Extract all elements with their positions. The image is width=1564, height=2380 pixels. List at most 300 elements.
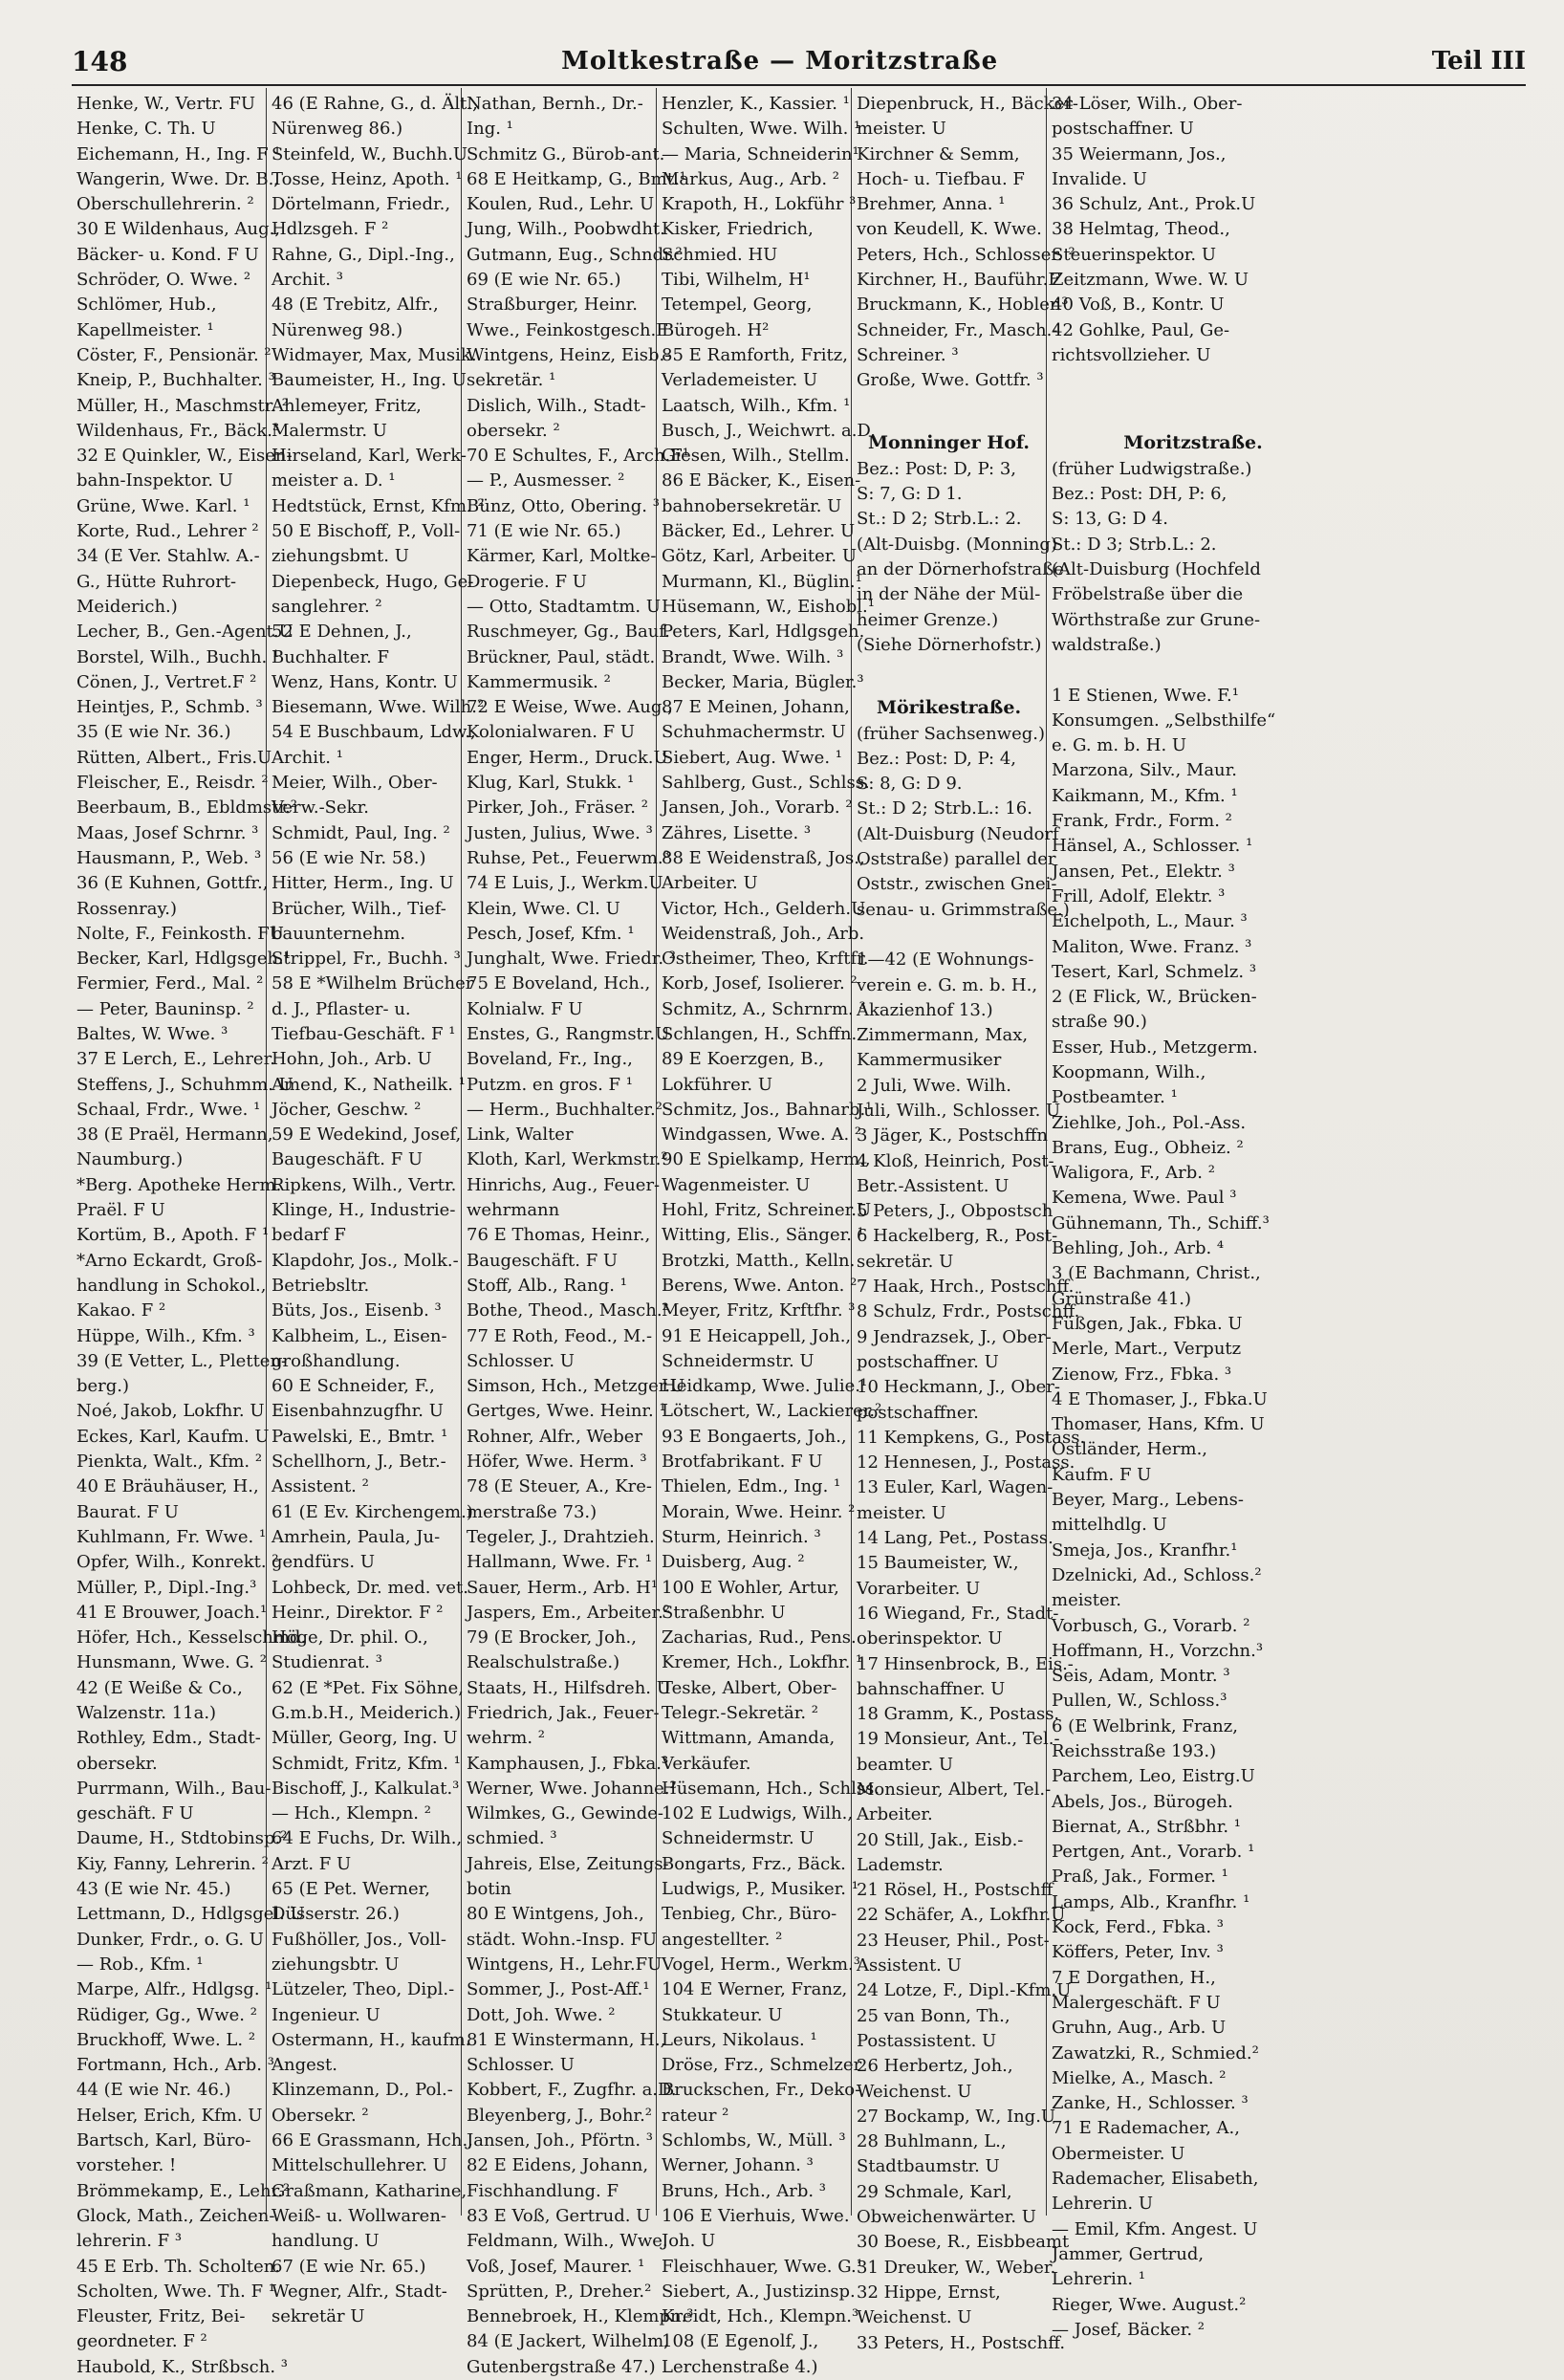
directory-entry: Krapoth, H., Lokführ ³ bbox=[662, 194, 857, 215]
directory-entry: Baumeister, H., Ing. U bbox=[272, 370, 467, 391]
directory-entry: Walzenstr. 11a.) bbox=[76, 1703, 217, 1723]
directory-entry: G.m.b.H., Meiderich.) bbox=[272, 1703, 462, 1723]
directory-entry: Baurat. F U bbox=[76, 1501, 179, 1522]
directory-entry: 66 E Grassmann, Hch., bbox=[272, 2130, 473, 2151]
directory-entry: Baugeschäft. F U bbox=[467, 1250, 619, 1271]
directory-entry: Schmitz, Jos., Bahnarb.¹ bbox=[662, 1099, 873, 1120]
directory-entry: Lamps, Alb., Kranfhr. ¹ bbox=[1052, 1891, 1250, 1912]
directory-entry: 42 Gohlke, Paul, Ge- bbox=[1052, 319, 1230, 340]
directory-entry: bahn-Inspektor. U bbox=[76, 470, 233, 491]
directory-entry: Kammermusiker bbox=[857, 1050, 1002, 1071]
directory-entry: Klinzemann, D., Pol.- bbox=[272, 2080, 453, 2101]
directory-entry: Pienkta, Walt., Kfm. ² bbox=[76, 1452, 263, 1473]
directory-entry: Weidenstraß, Joh., Arb. bbox=[662, 923, 865, 944]
directory-entry: Tegeler, J., Drahtzieh. bbox=[467, 1526, 655, 1547]
directory-entry: Höge, Dr. phil. O., bbox=[272, 1627, 428, 1649]
directory-entry: Meier, Wilh., Ober- bbox=[272, 773, 438, 794]
directory-entry: Eckes, Karl, Kaufm. U bbox=[76, 1426, 270, 1447]
directory-entry: 82 E Eidens, Johann, bbox=[467, 2155, 649, 2176]
directory-entry: 40 E Bräuhäuser, H., bbox=[76, 1476, 259, 1497]
directory-entry: Zimmermann, Max, bbox=[857, 1025, 1029, 1046]
directory-entry: bahnobersekretär. U bbox=[662, 495, 842, 516]
directory-entry: Kemena, Wwe. Paul ³ bbox=[1052, 1188, 1237, 1209]
directory-entry: Schulten, Wwe. Wilh. ¹ bbox=[662, 119, 861, 140]
directory-entry: Dislich, Wilh., Stadt- bbox=[467, 395, 646, 416]
directory-entry: Henke, W., Vertr. FU bbox=[76, 94, 256, 114]
directory-entry: Amrhein, Paula, Ju- bbox=[272, 1526, 441, 1547]
directory-entry: Kortüm, B., Apoth. F ¹ bbox=[76, 1225, 270, 1246]
directory-entry: Beerbaum, B., Ebldmstr.² bbox=[76, 797, 297, 819]
directory-entry: Große, Wwe. Gottfr. ³ bbox=[857, 370, 1044, 391]
directory-entry: Sommer, J., Post-Aff.¹ bbox=[467, 1979, 650, 2000]
directory-entry: Bünz, Otto, Obering. ³ bbox=[467, 495, 660, 516]
directory-entry: Dzelnicki, Ad., Schloss.² bbox=[1052, 1564, 1262, 1585]
directory-entry: Siebert, A., Justizinsp. bbox=[662, 2281, 856, 2302]
directory-entry: Zanke, H., Schlosser. ³ bbox=[1052, 2093, 1249, 2114]
directory-entry: Diepenbeck, Hugo, Ge- bbox=[272, 571, 474, 592]
column-5 bbox=[852, 88, 1086, 2353]
directory-entry: Ruhse, Pet., Feuerwm.³ bbox=[467, 847, 670, 868]
directory-entry: 67 (E wie Nr. 65.) bbox=[272, 2256, 426, 2277]
column-2 bbox=[267, 88, 485, 2327]
directory-entry: Rothley, Edm., Stadt- bbox=[76, 1728, 261, 1749]
directory-entry: 61 (E Ev. Kirchengem.) bbox=[272, 1501, 473, 1522]
directory-entry: e. G. m. b. H. U bbox=[1052, 735, 1187, 756]
directory-entry: Friedrich, Jak., Feuer- bbox=[467, 1703, 660, 1723]
directory-entry: Zienow, Frz., Fbka. ³ bbox=[1052, 1364, 1232, 1385]
directory-entry: Korte, Rud., Lehrer ² bbox=[76, 521, 259, 542]
directory-entry: Berens, Wwe. Anton. ² bbox=[662, 1275, 858, 1296]
directory-entry: 41 E Brouwer, Joach.¹ bbox=[76, 1602, 268, 1623]
directory-entry: 50 E Bischoff, P., Voll- bbox=[272, 521, 461, 542]
column-4 bbox=[657, 88, 882, 2377]
directory-entry: Müller, Georg, Ing. U bbox=[272, 1728, 458, 1749]
directory-entry: 32 Hippe, Ernst, bbox=[857, 2282, 1001, 2303]
directory-entry: meister. U bbox=[857, 119, 946, 140]
directory-entry: Schellhorn, J., Betr.- bbox=[272, 1452, 446, 1473]
directory-entry: Sahlberg, Gust., Schlss. bbox=[662, 773, 870, 794]
directory-entry: 23 Heuser, Phil., Post- bbox=[857, 1930, 1050, 1951]
directory-entry: 9 Jendrazsek, J., Ober- bbox=[857, 1326, 1052, 1347]
directory-entry: 90 E Spielkamp, Herm., bbox=[662, 1149, 871, 1170]
directory-entry: Strippel, Fr., Buchh. ³ bbox=[272, 949, 461, 970]
directory-entry: Teske, Albert, Ober- bbox=[662, 1677, 837, 1698]
directory-entry: Bruns, Hch., Arb. ³ bbox=[662, 2180, 827, 2201]
directory-entry: Weichenst. U bbox=[857, 2081, 972, 2102]
directory-entry: Esser, Hub., Metzgerm. bbox=[1052, 1037, 1258, 1058]
directory-entry: Verlademeister. U bbox=[662, 370, 818, 391]
directory-entry: Hüsemann, W., Eishobl.¹ bbox=[662, 596, 875, 617]
directory-entry: Kloth, Karl, Werkmstr.² bbox=[467, 1149, 668, 1170]
directory-entry: 14 Lang, Pet., Postass. bbox=[857, 1528, 1054, 1549]
directory-entry: Jaspers, Em., Arbeiter.² bbox=[467, 1602, 671, 1623]
directory-entry: Peters, Karl, Hdlgsgeh. bbox=[662, 622, 865, 643]
directory-entry bbox=[857, 923, 1041, 948]
directory-entry: (Alt-Duisbg. (Monning) bbox=[857, 534, 1057, 555]
directory-entry: St.: D 2; Strb.L.: 2. bbox=[857, 509, 1022, 530]
directory-entry: Lokführer. U bbox=[662, 1074, 773, 1095]
directory-entry: Kamphausen, J., Fbka.³ bbox=[467, 1753, 669, 1774]
directory-entry: St.: D 3; Strb.L.: 2. bbox=[1052, 534, 1217, 555]
directory-entry: meister. bbox=[1052, 1590, 1121, 1611]
directory-entry: Kirchner & Semm, bbox=[857, 143, 1020, 164]
directory-entry: 38 Helmtag, Theod., bbox=[1052, 219, 1230, 240]
directory-entry: Steuerinspektor. U bbox=[1052, 244, 1217, 265]
directory-entry: Bürogeh. H² bbox=[662, 319, 770, 340]
page-header bbox=[72, 38, 1526, 86]
directory-entry: Assistent. U bbox=[857, 1955, 962, 1976]
directory-entry: Hoch- u. Tiefbau. F bbox=[857, 168, 1025, 189]
entry-columns bbox=[72, 88, 1534, 2377]
directory-entry: Akazienhof 13.) bbox=[857, 999, 993, 1020]
directory-entry: Eisenbahnzugfhr. U bbox=[272, 1401, 444, 1422]
directory-entry: Brückner, Paul, städt. bbox=[467, 646, 656, 667]
directory-entry: Koulen, Rud., Lehr. U bbox=[467, 194, 655, 215]
directory-entry: Mittelschullehrer. U bbox=[272, 2155, 447, 2176]
directory-entry: Postbeamter. ¹ bbox=[1052, 1087, 1178, 1108]
directory-entry: Realschulstraße.) bbox=[467, 1652, 620, 1673]
directory-entry: Hirseland, Karl, Werk- bbox=[272, 446, 467, 467]
directory-entry bbox=[1052, 368, 1335, 393]
directory-entry: Brücher, Wilh., Tief- bbox=[272, 898, 446, 919]
directory-entry: Opfer, Wilh., Konrekt. ² bbox=[76, 1552, 279, 1573]
directory-entry: Staats, H., Hilfsdreh. U bbox=[467, 1677, 671, 1698]
directory-entry: Rahne, G., Dipl.-Ing., bbox=[272, 244, 455, 265]
directory-entry: wehrmann bbox=[467, 1200, 560, 1221]
directory-entry: Amend, K., Natheilk. ¹ bbox=[272, 1074, 466, 1095]
directory-entry: Koopmann, Wilh., bbox=[1052, 1061, 1206, 1082]
directory-entry: botin bbox=[467, 1879, 511, 1900]
directory-entry: Sprütten, P., Dreher.² bbox=[467, 2281, 652, 2302]
directory-entry: heimer Grenze.) bbox=[857, 609, 999, 630]
directory-entry: Lecher, B., Gen.-Agent.U bbox=[76, 622, 293, 643]
directory-entry: Dott, Joh. Wwe. ² bbox=[467, 2004, 616, 2025]
directory-entry: Fleischer, E., Reisdr. ² bbox=[76, 773, 269, 794]
directory-entry: (früher Ludwigstraße.) bbox=[1052, 458, 1252, 479]
directory-entry: Wittmann, Amanda, bbox=[662, 1728, 836, 1749]
directory-entry: Kuhlmann, Fr. Wwe. ¹ bbox=[76, 1526, 267, 1547]
directory-entry: Wintgens, Heinz, Eisb.- bbox=[467, 344, 671, 365]
directory-entry: Kneip, P., Buchhalter. ³ bbox=[76, 370, 275, 391]
directory-entry: 100 E Wohler, Artur, bbox=[662, 1577, 839, 1598]
directory-entry: Cöster, F., Pensionär. ² bbox=[76, 344, 272, 365]
directory-entry: Jung, Wilh., Poobwdht. bbox=[467, 219, 665, 240]
directory-entry: (Alt-Duisburg (Neudorf bbox=[857, 823, 1059, 844]
directory-entry: Jansen, Pet., Elektr. ³ bbox=[1052, 861, 1235, 882]
directory-entry: Fleischhauer, Wwe. G.¹ bbox=[662, 2256, 863, 2277]
directory-entry: 1—42 (E Wohnungs- bbox=[857, 950, 1034, 971]
directory-entry: — Maria, Schneiderin¹ bbox=[662, 143, 859, 164]
directory-entry: Straßburger, Heinr. bbox=[467, 295, 638, 316]
directory-entry: Fußhöller, Jos., Voll- bbox=[272, 1929, 447, 1950]
directory-entry: 26 Herbertz, Joh., bbox=[857, 2056, 1013, 2077]
directory-entry: bahnschaffner. U bbox=[857, 1678, 1006, 1699]
directory-entry: 88 E Weidenstraß, Jos., bbox=[662, 847, 865, 868]
directory-entry: Stadtbaumstr. U bbox=[857, 2156, 1000, 2177]
directory-entry: Werner, Wwe. Johanne.² bbox=[467, 1778, 677, 1799]
directory-entry: 71 E Rademacher, A., bbox=[1052, 2118, 1240, 2139]
directory-entry: Lettmann, D., Hdlgsgel. U bbox=[76, 1904, 305, 1925]
directory-entry: Baugeschäft. F U bbox=[272, 1149, 424, 1170]
directory-entry: 52 E Dehnen, J., bbox=[272, 622, 412, 643]
directory-entry: Boveland, Fr., Ing., bbox=[467, 1049, 633, 1070]
directory-entry: Thielen, Edm., Ing. ¹ bbox=[662, 1476, 841, 1497]
directory-entry: Sturm, Heinrich. ³ bbox=[662, 1526, 821, 1547]
directory-entry: Malergeschäft. F U bbox=[1052, 1992, 1221, 2013]
directory-entry: Bez.: Post: DH, P: 6, bbox=[1052, 484, 1227, 505]
directory-entry: Ostheimer, Theo, Krftfr. bbox=[662, 949, 869, 970]
directory-entry: 3 Jäger, K., Postschffn bbox=[857, 1125, 1048, 1146]
directory-entry: Grüne, Wwe. Karl. ¹ bbox=[76, 495, 250, 516]
directory-entry: obersekr. ² bbox=[467, 420, 560, 441]
directory-entry: Helser, Erich, Kfm. U bbox=[76, 2105, 263, 2126]
directory-entry: Wörthstraße zur Grune- bbox=[1052, 609, 1261, 630]
directory-entry: 24 Lotze, F., Dipl.-Kfm.U bbox=[857, 1980, 1072, 2001]
directory-entry: 72 E Weise, Wwe. Aug., bbox=[467, 697, 673, 718]
directory-entry: Mielke, A., Masch. ² bbox=[1052, 2067, 1227, 2088]
directory-entry: Gruhn, Aug., Arb. U bbox=[1052, 2018, 1227, 2039]
directory-entry: Leurs, Nikolaus. ¹ bbox=[662, 2029, 817, 2050]
directory-entry: 104 E Werner, Franz, bbox=[662, 1979, 848, 2000]
directory-entry: 64 E Fuchs, Dr. Wilh., bbox=[272, 1828, 463, 1849]
directory-entry: Feldmann, Wilh., Wwe. bbox=[467, 2231, 668, 2252]
directory-entry: oberinspektor. U bbox=[857, 1628, 1003, 1649]
directory-entry: 83 E Voß, Gertrud. U bbox=[467, 2205, 651, 2226]
street-heading: Mörikestraße. bbox=[876, 696, 1022, 718]
directory-entry: Kolonialwaren. F U bbox=[467, 722, 636, 743]
directory-entry: Fröbelstraße über die bbox=[1052, 584, 1244, 605]
directory-entry: — Josef, Bäcker. ² bbox=[1052, 2319, 1206, 2340]
directory-entry: Höfer, Wwe. Herm. ³ bbox=[467, 1452, 647, 1473]
directory-entry: Tenbieg, Chr., Büro- bbox=[662, 1904, 837, 1925]
directory-entry: Reichsstraße 193.) bbox=[1052, 1741, 1217, 1761]
directory-entry: Hdlzsgeh. F ² bbox=[272, 219, 389, 240]
directory-entry: Schneidermstr. U bbox=[662, 1350, 815, 1371]
directory-entry: Bruckmann, K., Hobler.³ bbox=[857, 295, 1069, 316]
directory-entry: Zähres, Lisette. ³ bbox=[662, 822, 812, 843]
directory-entry: 36 Schulz, Ant., Prok.U bbox=[1052, 194, 1256, 215]
directory-entry: Tesert, Karl, Schmelz. ³ bbox=[1052, 961, 1257, 982]
directory-entry: 22 Schäfer, A., Lokfhr.U bbox=[857, 1905, 1066, 1926]
directory-entry: Wildenhaus, Fr., Bäck.³ bbox=[76, 420, 280, 441]
directory-entry: Schmidt, Fritz, Kfm. ¹ bbox=[272, 1753, 461, 1774]
directory-entry: Behling, Joh., Arb. ⁴ bbox=[1052, 1238, 1225, 1259]
directory-entry: Diepenbruck, H., Bäcker- bbox=[857, 94, 1078, 114]
directory-entry: — Herm., Buchhalter.² bbox=[467, 1099, 663, 1120]
directory-entry: Kaufm. F U bbox=[1052, 1464, 1152, 1485]
directory-entry: G., Hütte Ruhrort- bbox=[76, 571, 237, 592]
directory-entry: Arzt. F U bbox=[272, 1853, 352, 1874]
directory-entry: Pullen, W., Schloss.³ bbox=[1052, 1691, 1227, 1712]
directory-entry: Duisberg, Aug. ² bbox=[662, 1552, 805, 1573]
directory-entry: angestellter. ² bbox=[662, 1929, 783, 1950]
directory-entry: 16 Wiegand, Fr., Stadt- bbox=[857, 1603, 1059, 1624]
directory-entry: 58 E *Wilhelm Brücher bbox=[272, 973, 474, 994]
page-title: Moltkestraße — Moritzstraße bbox=[561, 47, 999, 76]
directory-entry: Angest. bbox=[272, 2055, 337, 2076]
directory-entry: 102 E Ludwigs, Wilh., bbox=[662, 1803, 854, 1824]
directory-entry: 81 E Winstermann, H., bbox=[467, 2029, 666, 2050]
directory-entry: postschaffner. U bbox=[857, 1351, 999, 1372]
directory-entry: Gutmann, Eug., Schndr.² bbox=[467, 244, 683, 265]
directory-entry: Henzler, K., Kassier. ¹ bbox=[662, 94, 850, 114]
directory-entry: 8 Schulz, Frdr., Postschff. bbox=[857, 1301, 1080, 1322]
directory-entry: 87 E Meinen, Johann, bbox=[662, 697, 850, 718]
directory-entry: großhandlung. bbox=[272, 1350, 401, 1371]
directory-entry: Pirker, Joh., Fräser. ² bbox=[467, 797, 648, 819]
directory-entry: Praß, Jak., Former. ¹ bbox=[1052, 1867, 1228, 1888]
directory-entry: Kirchner, H., Bauführ.F bbox=[857, 270, 1060, 291]
directory-entry: 13 Euler, Karl, Wagen- bbox=[857, 1477, 1054, 1498]
directory-entry: — Emil, Kfm. Angest. U bbox=[1052, 2218, 1258, 2239]
directory-entry: Becker, Maria, Bügler.³ bbox=[662, 671, 864, 692]
directory-entry: Vorarbeiter. U bbox=[857, 1578, 981, 1599]
street-heading: Moritzstraße. bbox=[1123, 431, 1263, 453]
directory-entry: 19 Monsieur, Ant., Tel.- bbox=[857, 1729, 1060, 1750]
directory-entry: ziehungsbtr. U bbox=[272, 1954, 400, 1975]
directory-entry: Jansen, Joh., Vorarb. ² bbox=[662, 797, 853, 819]
directory-entry: 4 Kloß, Heinrich, Post- bbox=[857, 1150, 1054, 1171]
directory-entry: 60 E Schneider, F., bbox=[272, 1376, 435, 1397]
directory-entry: in der Nähe der Mül- bbox=[857, 584, 1041, 605]
directory-entry: meister a. D. ¹ bbox=[272, 470, 396, 491]
directory-entry: Rieger, Wwe. August.² bbox=[1052, 2294, 1247, 2315]
directory-entry: Markus, Aug., Arb. ² bbox=[662, 168, 840, 189]
directory-entry: Enger, Herm., Druck.U bbox=[467, 747, 668, 768]
directory-entry: Schaal, Frdr., Wwe. ¹ bbox=[76, 1099, 261, 1120]
directory-entry: Düsserstr. 26.) bbox=[272, 1904, 400, 1925]
directory-entry: wehrm. ² bbox=[467, 1728, 545, 1749]
directory-entry: handlung. U bbox=[272, 2231, 380, 2252]
directory-entry: Jansen, Joh., Pförtn. ³ bbox=[467, 2130, 653, 2151]
directory-entry: Brehmer, Anna. ¹ bbox=[857, 194, 1006, 215]
directory-entry: 29 Schmale, Karl, bbox=[857, 2181, 1012, 2202]
directory-entry: Arbeiter. U bbox=[662, 873, 758, 894]
directory-entry: rateur ² bbox=[662, 2105, 729, 2126]
directory-entry: Zeitzmann, Wwe. W. U bbox=[1052, 270, 1249, 291]
directory-entry: Jöcher, Geschw. ² bbox=[272, 1099, 422, 1120]
street-heading: Monninger Hof. bbox=[867, 431, 1031, 453]
directory-entry: Wintgens, H., Lehr.FU bbox=[467, 1954, 663, 1975]
directory-entry: waldstraße.) bbox=[1052, 634, 1162, 655]
directory-entry: 33 Peters, H., Postschff. bbox=[857, 2332, 1066, 2353]
directory-entry: Bez.: Post: D, P: 4, bbox=[857, 748, 1017, 769]
directory-entry: Kreidt, Hch., Klempn.³ bbox=[662, 2306, 859, 2327]
directory-entry: Simson, Hch., Metzger.U bbox=[467, 1376, 685, 1397]
directory-entry: Peters, Hch., Schlosser. ² bbox=[857, 244, 1075, 265]
directory-entry: städt. Wohn.-Insp. FU bbox=[467, 1929, 658, 1950]
directory-entry: 21 Rösel, H., Postschff bbox=[857, 1880, 1054, 1901]
directory-entry: Windgassen, Wwe. A. ² bbox=[662, 1124, 862, 1146]
directory-entry: meister. U bbox=[857, 1502, 946, 1523]
directory-entry: Fischhandlung. F bbox=[467, 2180, 619, 2201]
directory-entry: Schneidermstr. U bbox=[662, 1828, 815, 1849]
directory-entry bbox=[1052, 658, 1335, 683]
directory-entry: Bruckschen, Fr., Deko- bbox=[662, 2080, 861, 2101]
directory-entry: Praël. F U bbox=[76, 1200, 165, 1221]
directory-entry: 40 Voß, B., Kontr. U bbox=[1052, 295, 1225, 316]
directory-entry: 65 (E Pet. Werner, bbox=[272, 1879, 431, 1900]
directory-entry: — Peter, Bauninsp. ² bbox=[76, 998, 254, 1019]
directory-entry: Wilmkes, G., Gewinde- bbox=[467, 1803, 663, 1824]
directory-entry: 2 (E Flick, W., Brücken- bbox=[1052, 987, 1257, 1008]
directory-entry: Dunker, Frdr., o. G. U bbox=[76, 1929, 264, 1950]
directory-entry: Rossenray.) bbox=[76, 898, 177, 919]
directory-entry: handlung in Schokol., bbox=[76, 1275, 267, 1296]
directory-entry: 93 E Bongaerts, Joh., bbox=[662, 1426, 847, 1447]
directory-entry: Weichenst. U bbox=[857, 2307, 972, 2328]
directory-entry: Bongarts, Frz., Bäck. bbox=[662, 1853, 846, 1874]
directory-entry: 39 (E Vetter, L., Pletten- bbox=[76, 1350, 288, 1371]
directory-entry: Bez.: Post: D, P: 3, bbox=[857, 458, 1017, 479]
directory-entry: — Hch., Klempn. ² bbox=[272, 1803, 431, 1824]
directory-entry: Heidkamp, Wwe. Julie.¹ bbox=[662, 1376, 868, 1397]
directory-entry: Parchem, Leo, Eistrg.U bbox=[1052, 1766, 1255, 1787]
directory-entry: Studienrat. ³ bbox=[272, 1652, 382, 1673]
directory-entry: Hoffmann, H., Vorzchn.³ bbox=[1052, 1640, 1264, 1661]
directory-entry: sanglehrer. ² bbox=[272, 596, 382, 617]
directory-entry: lehrerin. F ³ bbox=[76, 2231, 183, 2252]
directory-entry: Kolnialw. F U bbox=[467, 998, 583, 1019]
directory-entry: Ziehlke, Joh., Pol.-Ass. bbox=[1052, 1112, 1247, 1133]
directory-entry: Link, Walter bbox=[467, 1124, 574, 1146]
directory-entry: Klug, Karl, Stukk. ¹ bbox=[467, 773, 635, 794]
directory-entry: 31 Dreuker, W., Weber. bbox=[857, 2257, 1056, 2278]
directory-entry: mittelhdlg. U bbox=[1052, 1515, 1167, 1536]
directory-entry: Naumburg.) bbox=[76, 1149, 184, 1170]
directory-entry: vorsteher. ! bbox=[76, 2155, 177, 2176]
directory-entry: Siebert, Aug. Wwe. ¹ bbox=[662, 747, 842, 768]
directory-entry: Höfer, Hch., Kesselschmd. bbox=[76, 1627, 307, 1649]
directory-entry: Schlömer, Hub., bbox=[76, 295, 217, 316]
directory-entry: Noé, Jakob, Lokfhr. U bbox=[76, 1401, 265, 1422]
directory-entry: Kalbheim, L., Eisen- bbox=[272, 1325, 447, 1346]
page-number: 148 bbox=[72, 45, 128, 77]
directory-entry: Hohn, Joh., Arb. U bbox=[272, 1049, 432, 1070]
directory-entry: Malermstr. U bbox=[272, 420, 387, 441]
directory-entry: Tosse, Heinz, Apoth. ¹ bbox=[272, 168, 463, 189]
directory-entry: Kiy, Fanny, Lehrerin. ² bbox=[76, 1853, 269, 1874]
directory-entry: Archit. ³ bbox=[272, 270, 343, 291]
directory-entry: Haubold, K., Strßbsch. ³ bbox=[76, 2356, 289, 2377]
directory-entry: Ing. ¹ bbox=[467, 119, 513, 140]
directory-entry: Giesen, Wilh., Stellm. bbox=[662, 446, 850, 467]
directory-entry: 28 Buhlmann, L., bbox=[857, 2131, 1007, 2152]
directory-entry: Drogerie. F U bbox=[467, 571, 587, 592]
directory-entry: gendfürs. U bbox=[272, 1552, 375, 1573]
directory-entry: Lützeler, Theo, Dipl.- bbox=[272, 1979, 455, 2000]
directory-entry: 86 E Bäcker, K., Eisen- bbox=[662, 470, 861, 491]
directory-entry: Heinr., Direktor. F ² bbox=[272, 1602, 444, 1623]
directory-entry: Klein, Wwe. Cl. U bbox=[467, 898, 620, 919]
directory-entry: Obersekr. ² bbox=[272, 2105, 369, 2126]
directory-entry: 12 Hennesen, J., Postass. bbox=[857, 1452, 1075, 1474]
directory-entry: Büts, Jos., Eisenb. ³ bbox=[272, 1300, 442, 1321]
directory-entry: Kapellmeister. ¹ bbox=[76, 319, 214, 340]
part-label: Teil III bbox=[1431, 47, 1526, 76]
directory-entry: Kammermusik. ² bbox=[467, 671, 611, 692]
directory-entry: Witting, Elis., Sänger. ¹ bbox=[662, 1225, 864, 1246]
directory-entry: Lehrerin. U bbox=[1052, 2194, 1154, 2215]
directory-entry: 62 (E *Pet. Fix Söhne, bbox=[272, 1677, 464, 1698]
directory-entry: Ripkens, Wilh., Vertr. bbox=[272, 1174, 457, 1195]
directory-entry: Hunsmann, Wwe. G. ² bbox=[76, 1652, 267, 1673]
directory-entry: Pesch, Josef, Kfm. ¹ bbox=[467, 923, 635, 944]
directory-entry: Tibi, Wilhelm, H¹ bbox=[662, 270, 811, 291]
directory-entry: Murmann, Kl., Büglin.¹ bbox=[662, 571, 862, 592]
directory-entry: Steffens, J., Schuhmm. U bbox=[76, 1074, 293, 1095]
directory-entry: 43 (E wie Nr. 45.) bbox=[76, 1879, 231, 1900]
